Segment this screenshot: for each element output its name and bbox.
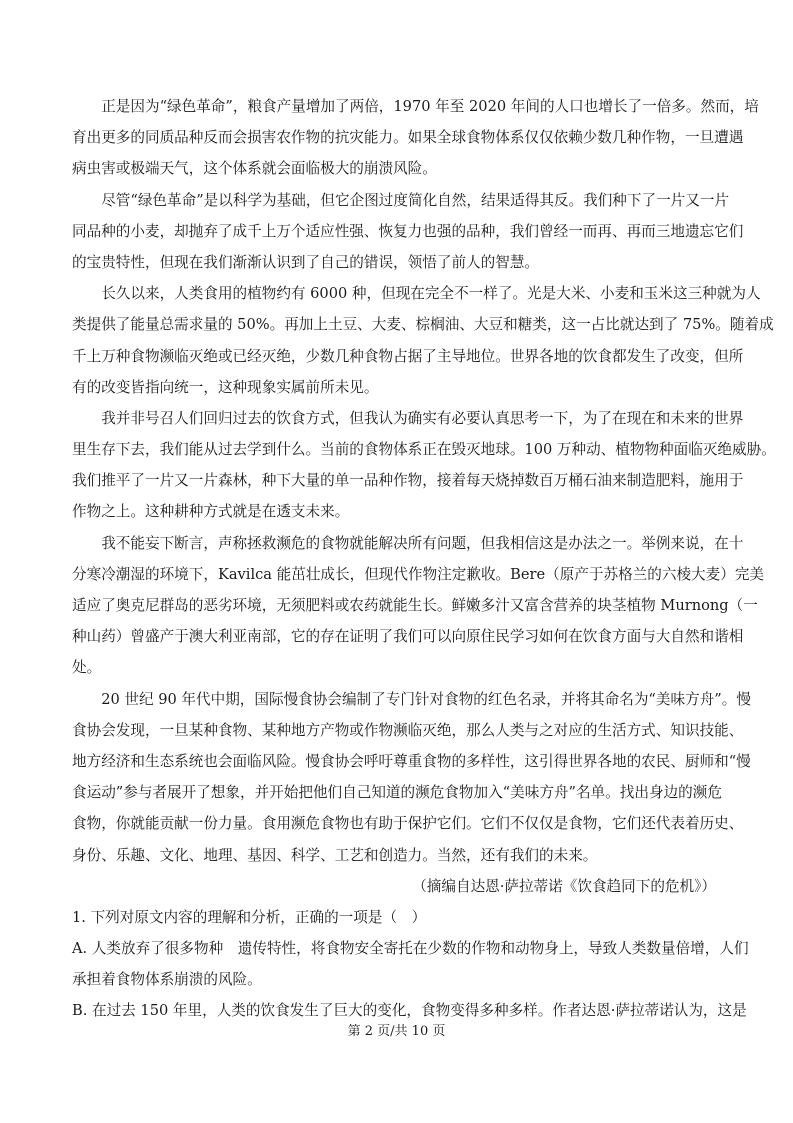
paragraph-1 [72, 91, 759, 185]
text-line: 地方经济和生态系统也会面临风险。慢食协会呼吁尊重食物的多样性，这引得世界各地的农民、厨师和“慢 [72, 752, 751, 770]
text-line: 我并非号召人们回归过去的饮食方式，但我认为确实有必要认真思考一下，为了在现在和未来的世界 [72, 409, 744, 427]
text-line: 食物，你就能贡献一份力量。食用濒危食物也有助于保护它们。它们不仅仅是食物，它们还代表着历史、 [72, 815, 744, 833]
option-text: B. 在过去 150 年里，人类的饮食发生了巨大的变化，食物变得多种多样。作者达恩·萨拉蒂诺认为，这是 [72, 1002, 747, 1020]
text-line: 的宝贵特性，但现在我们渐渐认识到了自己的错误，领悟了前人的智慧。 [72, 253, 540, 271]
text-line: 类提供了能量总需求量的 50%。再加上土豆、大麦、棕榈油、大豆和糖类，这一占比就达到了 75%。随着成 [72, 316, 774, 334]
text-line: 尽管“绿色革命”是以科学为基础，但它企图过度简化自然，结果适得其反。我们种下了一片又一片 [72, 191, 730, 209]
paragraph-5 [72, 528, 765, 684]
paragraph-3 [72, 278, 774, 403]
text-line: 适应了奥克尼群岛的恶劣环境，无须肥料或农药就能生长。鲜嫩多汁又富含营养的块茎植物 Murnong（一 [72, 597, 758, 614]
option-a [72, 933, 749, 995]
text-line: 种山药）曾盛产于澳大利亚南部，它的存在证明了我们可以向原住民学习如何在饮食方面与大自然和谐相 [72, 628, 744, 646]
page-number: 第 2 页/共 10 页 [347, 1024, 446, 1039]
text-line: 千上万种食物濒临灭绝或已经灭绝，少数几种食物占据了主导地位。世界各地的饮食都发生了改变，但所 [72, 347, 744, 365]
source-citation: （摘编自达恩·萨拉蒂诺《饮食趋同下的危机》） [412, 877, 716, 895]
text-line: 作物之上。这种耕种方式就是在透支未来。 [72, 503, 350, 521]
option-text: A. 人类放弃了很多物种 遗传特性，将食物安全寄托在少数的作物和动物身上，导致人类数量倍增，人们 [72, 940, 749, 958]
text-line: 育出更多的同质品种反而会损害农作物的抗灾能力。如果全球食物体系仅仅依赖少数几种作物，一旦遭遇 [72, 129, 744, 147]
text-line: 长久以来，人类食用的植物约有 6000 种，但现在完全不一样了。光是大米、小麦和玉米这三种就为人 [72, 285, 761, 303]
option-text: 承担着食物体系崩溃的风险。 [72, 971, 262, 989]
paragraph-2 [72, 185, 744, 279]
reading-passage [72, 91, 776, 1027]
paragraph-4 [72, 403, 776, 528]
text-line: 食运动”参与者展开了想象，并开始把他们自己知道的濒危食物加入“美味方舟”名单。找出身边的濒危 [72, 784, 722, 802]
text-line: 同品种的小麦，却抛弃了成千上万个适应性强、恢复力也强的品种，我们曾经一而再、再而三地遗忘它们 [72, 222, 744, 240]
question-stem: 1. 下列对原文内容的理解和分析，正确的一项是（ ） [72, 908, 427, 926]
text-line: 里生存下去，我们能从过去学到什么。当前的食物体系正在毁灭地球。100 万种动、植物物种面临灭绝威胁。 [72, 441, 776, 459]
question-1 [72, 902, 749, 1027]
text-line: 正是因为“绿色革命”，粮食产量增加了两倍，1970 年至 2020 年间的人口也增长了一倍多。然而，培 [72, 98, 759, 115]
text-line: 我不能妄下断言，声称拯救濒危的食物就能解决所有问题，但我相信这是办法之一。举例来说，在十 [72, 534, 744, 552]
text-line: 病虫害或极端天气，这个体系就会面临极大的崩溃风险。 [72, 160, 437, 178]
text-line: 我们推平了一片又一片森林，种下大量的单一品种作物，接着每天烧掉数百万桶石油来制造肥料，施用于 [72, 472, 744, 490]
text-line: 有的改变皆指向统一，这种现象实属前所未见。 [72, 378, 379, 396]
paragraph-6 [72, 684, 751, 871]
text-line: 食协会发现，一旦某种食物、某种地方产物或作物濒临灭绝，那么人类与之对应的生活方式、知识技能、 [72, 721, 744, 739]
text-line: 分寒冷潮湿的环境下，Kavilca 能茁壮成长，但现代作物注定歉收。Bere（原产于苏格兰的六棱大麦）完美 [72, 565, 765, 583]
text-line: 身份、乐趣、文化、地理、基因、科学、工艺和创造力。当然，还有我们的未来。 [72, 846, 598, 864]
text-line: 处。 [72, 659, 102, 677]
text-line: 20 世纪 90 年代中期，国际慢食协会编制了专门针对食物的红色名录，并将其命名为“美味方舟”。慢 [72, 690, 751, 708]
